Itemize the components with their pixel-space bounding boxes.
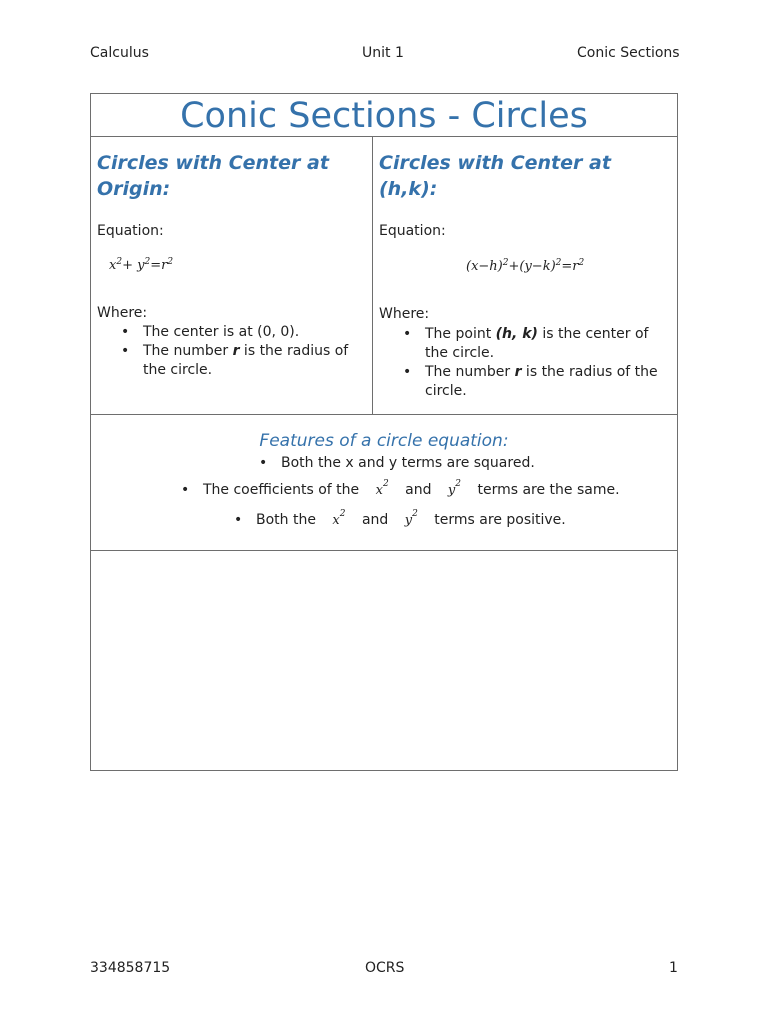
- list-item: • The center is at (0, 0).: [121, 324, 300, 340]
- list-item: • The number r is the radius of the circle.: [121, 343, 349, 378]
- origin-cell: [90, 136, 373, 415]
- origin-heading-line2: Origin:: [97, 178, 171, 200]
- page-title: Conic Sections - Circles: [180, 96, 588, 136]
- footer-doc-id: 334858715: [90, 960, 171, 976]
- header-topic: Conic Sections: [577, 45, 680, 61]
- hk-where-label: Where:: [379, 306, 430, 322]
- header-unit: Unit 1: [362, 45, 404, 61]
- origin-where-label: Where:: [97, 305, 148, 321]
- hk-heading-line1: Circles with Center at: [379, 152, 611, 174]
- hk-heading: [379, 150, 655, 202]
- feature-line-1: • Both the x and y terms are squared.: [259, 455, 535, 471]
- notes-cell: [90, 550, 678, 771]
- features-cell: [90, 414, 678, 551]
- hk-heading-line2: (h,k):: [379, 178, 438, 200]
- title-cell: [90, 93, 678, 137]
- origin-heading: [97, 150, 373, 202]
- origin-equation: $x^2+ y^2=r^2$: [109, 257, 174, 273]
- origin-heading-line1: Circles with Center at: [97, 152, 329, 174]
- origin-bullets: [121, 323, 371, 380]
- origin-equation-label: Equation:: [97, 223, 164, 239]
- feature-line-3: • Both the $x^2$ and $y^2$ terms are positive.: [234, 509, 566, 528]
- header-course: Calculus: [90, 45, 149, 61]
- hk-cell: [372, 136, 678, 415]
- features-heading: Features of a circle equation:: [259, 431, 509, 451]
- list-item: • The point (h, k) is the center of the circle.: [403, 326, 649, 361]
- hk-equation: $(x-h)^2+(y-k)^2=r^2$: [466, 258, 585, 274]
- hk-bullets: [403, 325, 673, 401]
- footer-page-number: 1: [669, 960, 678, 976]
- footer-source: OCRS: [365, 960, 405, 976]
- list-item: • The number r is the radius of the circle.: [403, 364, 658, 399]
- feature-line-2: • The coefficients of the $x^2$ and $y^2$ terms are the same.: [181, 479, 620, 498]
- hk-equation-label: Equation:: [379, 223, 446, 239]
